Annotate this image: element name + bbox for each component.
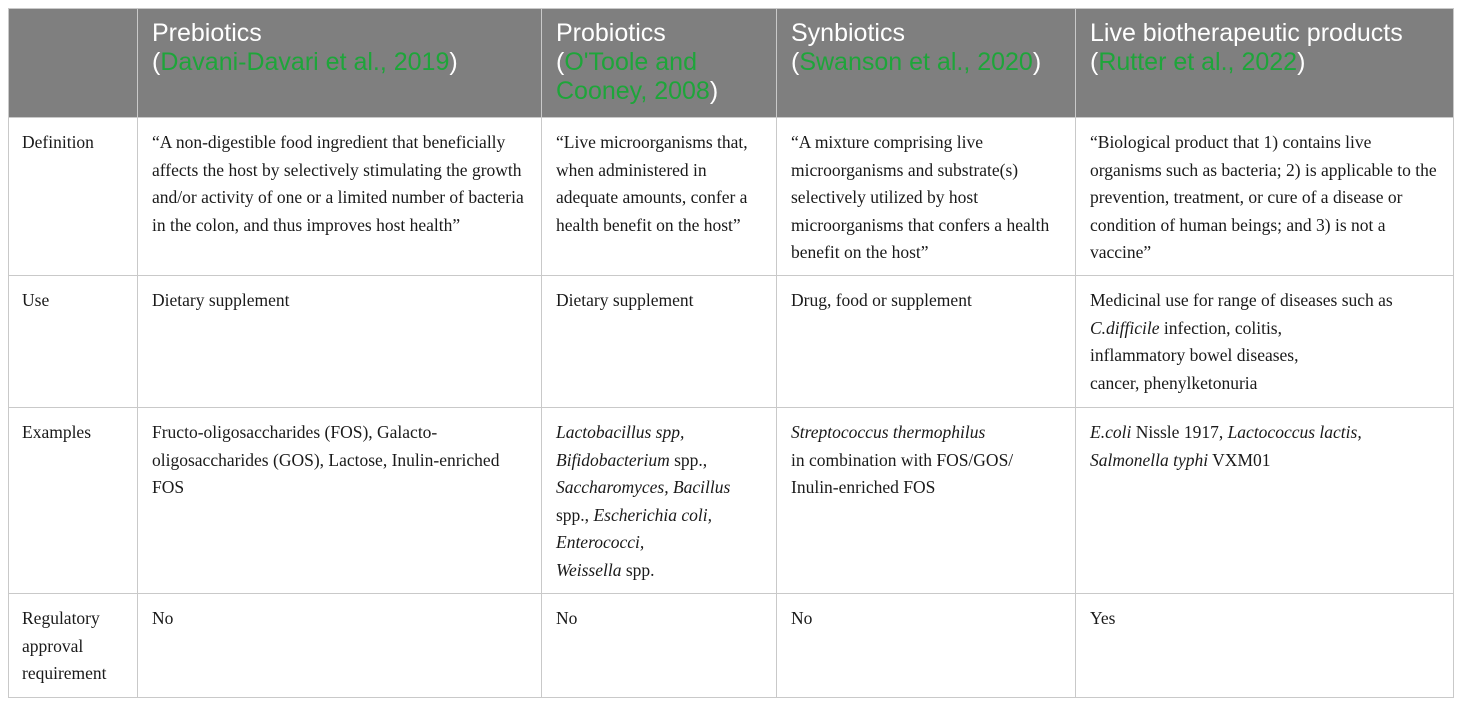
ex-pro-l3: Saccharomyces, Bacillus	[556, 477, 731, 497]
ex-lbp-ai: E.coli	[1090, 422, 1132, 442]
cell-examples-lbp	[1076, 408, 1454, 594]
cell-examples-synbiotics	[777, 408, 1076, 594]
reg-label-l1: Regulatory	[22, 608, 100, 628]
citation-link-rutter[interactable]: Rutter et al., 2022	[1098, 48, 1298, 76]
ex-pro-l5: Enterococci,	[556, 532, 645, 552]
use-lbp-text-4: cancer, phenylketonuria	[1090, 372, 1258, 393]
ex-pro-l6i: Weissella	[556, 559, 622, 580]
table-row-examples	[9, 408, 1454, 594]
use-lbp-text-3: inflammatory bowel diseases,	[1090, 345, 1299, 365]
header-live-biotherapeutic-products: Live biotherapeutic products (Rutter et al., 2022)	[1076, 9, 1454, 118]
header-empty-cell	[9, 9, 138, 118]
ex-lbp-ar: Nissle 1917,	[1131, 422, 1228, 442]
cell-use-prebiotics: Dietary supplement	[138, 276, 542, 408]
header-probiotics: Probiotics (O'Toole and Cooney, 2008)	[542, 9, 777, 118]
reg-label-l2: approval	[22, 635, 84, 656]
ex-syn-l2: in combination with FOS/GOS/	[791, 449, 1014, 470]
header-prebiotics: Prebiotics (Davani-Davari et al., 2019)	[138, 9, 542, 118]
ex-pro-l1: Lactobacillus spp,	[556, 422, 685, 442]
citation-link-otoole-part2[interactable]: Cooney, 2008	[556, 77, 710, 105]
ex-syn-l3: Inulin-enriched FOS	[791, 477, 936, 497]
ex-pro-l2i: Bifidobacterium	[556, 449, 670, 470]
header-row	[9, 9, 1454, 118]
reg-label-l3: requirement	[22, 663, 107, 683]
ex-pro-l6r: spp.	[621, 559, 655, 580]
cell-definition-prebiotics: “A non-digestible food ingredient that beneficially affects the host by selectively stimulating the growth and/or activity of one or a limited number of bacteria in the colon, and thus improves host health”	[138, 118, 542, 276]
cell-regulatory-synbiotics: No	[777, 594, 1076, 698]
ex-pro-l4r: spp.,	[556, 504, 594, 525]
row-label-examples: Examples	[9, 408, 138, 594]
use-lbp-text-2: infection, colitis,	[1159, 317, 1282, 338]
cell-regulatory-prebiotics: No	[138, 594, 542, 698]
ex-lbp-ci: Salmonella typhi	[1090, 449, 1209, 470]
table-row-regulatory	[9, 594, 1454, 698]
header-lbp-label: Live biotherapeutic products	[1090, 19, 1403, 47]
cell-use-synbiotics: Drug, food or supplement	[777, 276, 1076, 408]
use-lbp-italic-cdifficile: C.difficile	[1090, 317, 1160, 338]
header-probiotics-label: Probiotics	[556, 19, 666, 47]
cell-definition-probiotics: “Live microorganisms that, when administered in adequate amounts, confer a health benefit on the host”	[542, 118, 777, 276]
header-prebiotics-label: Prebiotics	[152, 19, 262, 47]
cell-regulatory-lbp: Yes	[1076, 594, 1454, 698]
citation-link-swanson[interactable]: Swanson et al., 2020	[799, 48, 1033, 76]
ex-pro-l4i: Escherichia coli,	[593, 504, 713, 525]
cell-use-lbp	[1076, 276, 1454, 408]
cell-examples-prebiotics: Fructo-oligosaccharides (FOS), Galacto-oligosaccharides (GOS), Lactose, Inulin-enriched FOS	[138, 408, 542, 594]
comparison-table	[8, 8, 1454, 698]
header-synbiotics-label: Synbiotics	[791, 19, 905, 47]
row-label-regulatory	[9, 594, 138, 698]
comparison-table-wrapper	[8, 8, 1454, 698]
table-row-use	[9, 276, 1454, 408]
cell-examples-probiotics	[542, 408, 777, 594]
cell-definition-synbiotics: “A mixture comprising live microorganisms and substrate(s) selectively utilized by host microorganisms that confers a health benefit on the host”	[777, 118, 1076, 276]
citation-link-davani-davari[interactable]: Davani-Davari et al., 2019	[160, 48, 450, 76]
ex-lbp-bi: Lactococcus lactis,	[1227, 422, 1362, 442]
ex-lbp-cr: VXM01	[1208, 449, 1271, 470]
row-label-definition: Definition	[9, 118, 138, 276]
header-synbiotics: Synbiotics (Swanson et al., 2020)	[777, 9, 1076, 118]
cell-regulatory-probiotics: No	[542, 594, 777, 698]
citation-link-otoole-part1[interactable]: O'Toole and	[564, 48, 697, 76]
cell-use-probiotics: Dietary supplement	[542, 276, 777, 408]
row-label-use: Use	[9, 276, 138, 408]
ex-pro-l2r: spp.,	[669, 449, 708, 470]
cell-definition-lbp: “Biological product that 1) contains live organisms such as bacteria; 2) is applicable to the prevention, treatment, or cure of a disease or condition of human beings; and 3) is not a vaccine”	[1076, 118, 1454, 276]
table-row-definition	[9, 118, 1454, 276]
use-lbp-text-1: Medicinal use for range of diseases such as	[1090, 290, 1393, 310]
ex-syn-l1: Streptococcus thermophilus	[791, 422, 986, 442]
